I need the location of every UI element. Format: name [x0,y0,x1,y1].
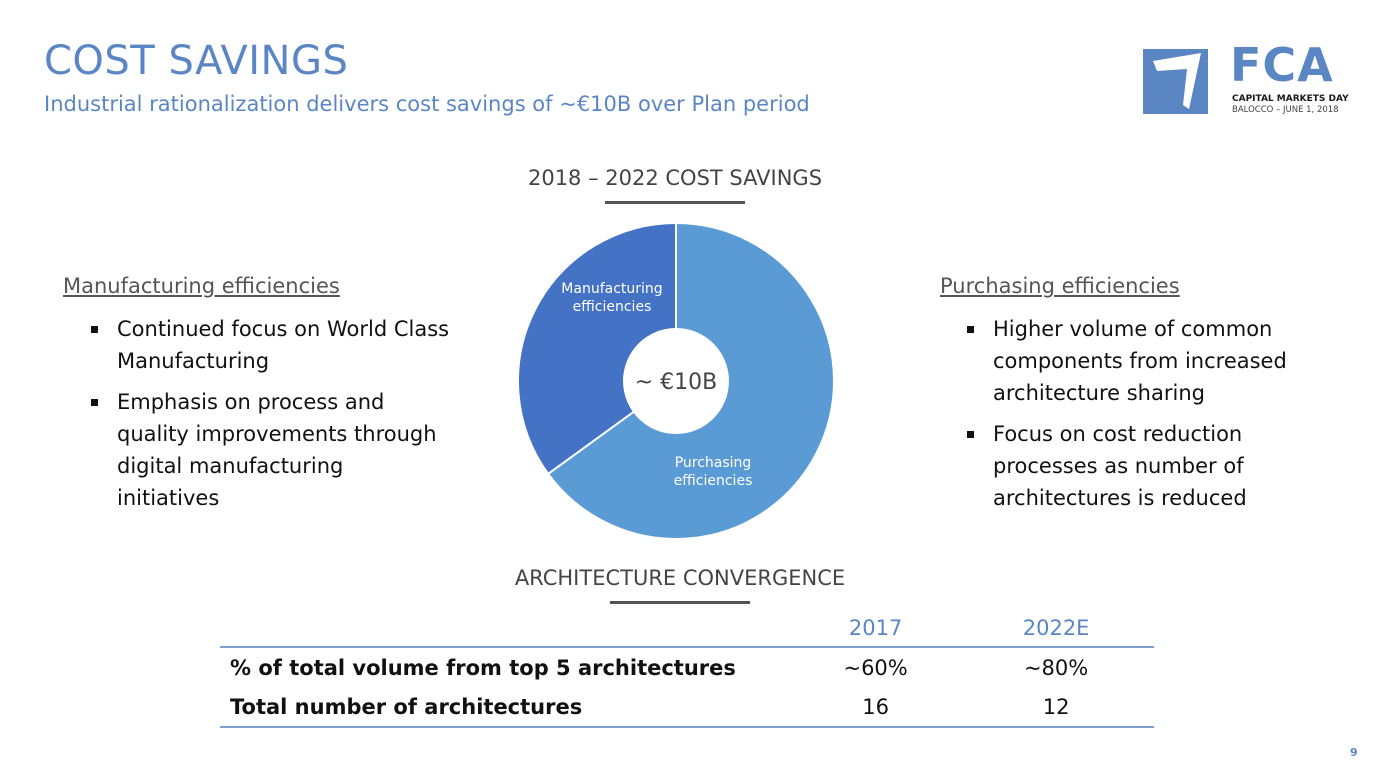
donut-center-label: ~ €10B [634,370,718,395]
cost-savings-heading-rule [605,201,745,204]
manufacturing-bullet: Emphasis on process and quality improvements through digital manufacturing initiatives [91,386,451,514]
fca-emblem-icon [1143,49,1208,114]
cost-savings-donut-chart [515,220,837,542]
manufacturing-bullets [91,313,451,523]
architecture-table [220,610,1154,728]
table-header-2017: 2017 [793,610,958,647]
page-title: COST SAVINGS [44,38,349,84]
architecture-heading: ARCHITECTURE CONVERGENCE [514,566,846,590]
purchasing-heading: Purchasing efficiencies [940,274,1180,298]
purchasing-bullet: Focus on cost reduction processes as number of architectures is reduced [967,418,1337,514]
row-value-2017: ~60% [843,655,908,680]
manufacturing-heading: Manufacturing efficiencies [63,274,340,298]
logo-wordmark: FCA [1230,38,1334,92]
page-number: 9 [1350,746,1358,759]
fca-logo [1143,38,1359,116]
table-header-2022e: 2022E [958,610,1154,647]
purchasing-bullet: Higher volume of common components from increased architecture sharing [967,313,1337,409]
donut-slice-label: Manufacturing efficiencies [561,281,663,315]
manufacturing-bullet: Continued focus on World Class Manufacturing [91,313,451,377]
architecture-heading-rule [610,601,750,604]
table-row [220,647,1154,687]
logo-event: CAPITAL MARKETS DAY [1232,94,1349,104]
logo-date: BALOCCO – JUNE 1, 2018 [1232,105,1339,115]
row-label: Total number of architectures [220,687,793,727]
donut-slice-label: Purchasing efficiencies [673,455,753,489]
table-row [220,687,1154,727]
table-header-blank [220,610,793,647]
page-subtitle: Industrial rationalization delivers cost savings of ~€10B over Plan period [44,92,810,116]
row-label: % of total volume from top 5 architectures [230,655,736,680]
table-header-row [220,610,1154,647]
row-value-2022e: ~80% [1023,655,1089,680]
cost-savings-heading: 2018 – 2022 COST SAVINGS [527,166,823,190]
purchasing-bullets [967,313,1337,523]
row-value-2022e: 12 [958,687,1154,727]
row-value-2017: 16 [793,687,958,727]
